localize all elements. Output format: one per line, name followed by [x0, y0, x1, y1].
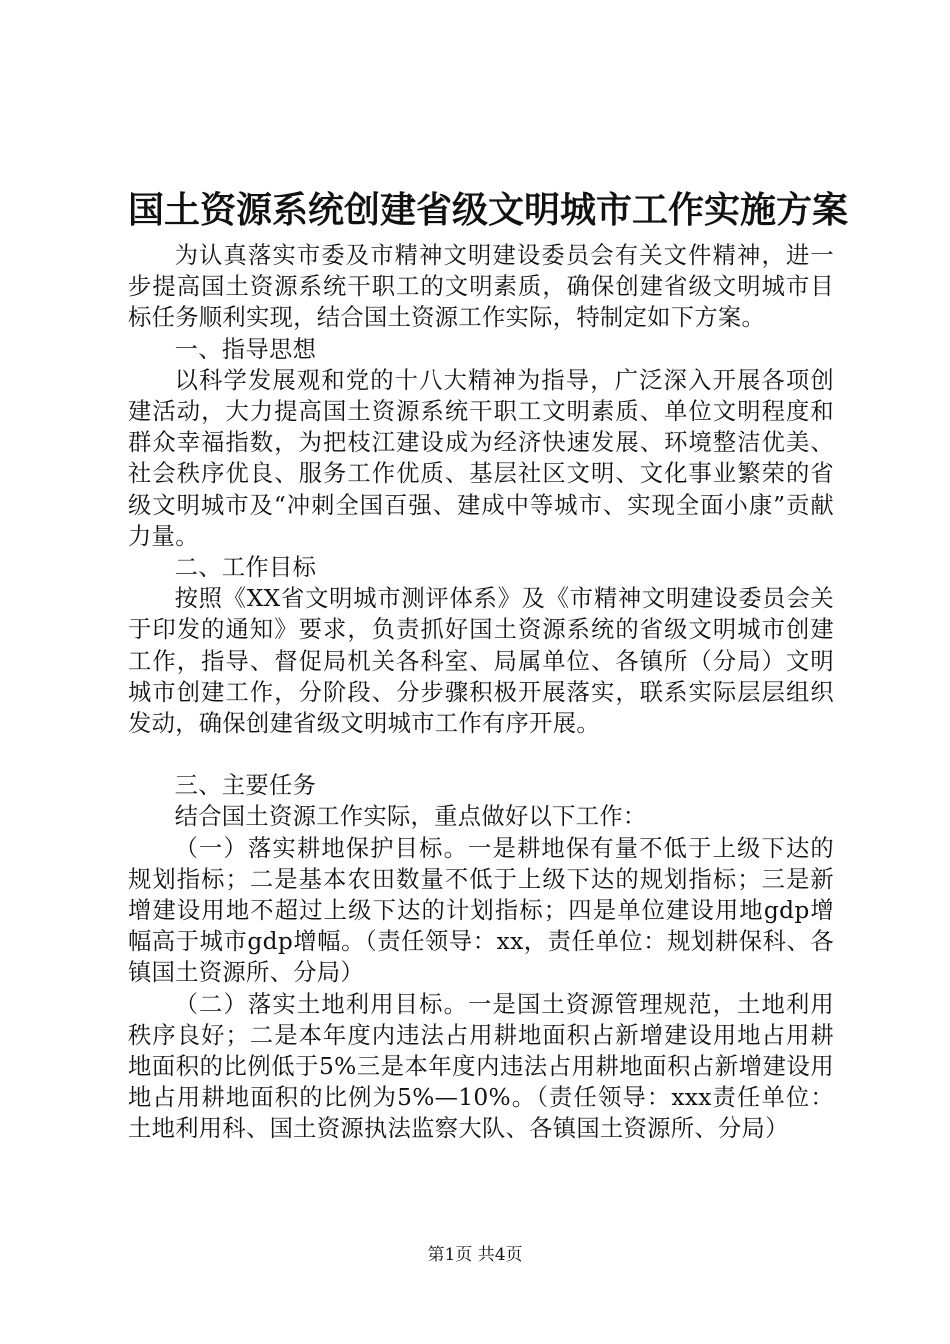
section-heading-work-goals: 二、工作目标 [174, 554, 317, 582]
document-title: 国土资源系统创建省级文明城市工作实施方案 [128, 189, 849, 231]
section-heading-guiding-ideology: 一、指导思想 [174, 335, 317, 363]
intro-paragraph: 为认真落实市委及市精神文明建设委员会有关文件精神，进一步提高国土资源系统干职工的文明素质，确保创建省级文明城市目标任务顺利实现，结合国土资源工作实际，特制定如下方案。 [128, 242, 834, 332]
section-body-guiding-ideology: 以科学发展观和党的十八大精神为指导，广泛深入开展各项创建活动，大力提高国土资源系统干职工文明素质、单位文明程度和群众幸福指数，为把枝江建设成为经济快速发展、环境整洁优美、社会秩序优良、服务工作优质、基层社区文明、文化事业繁荣的省级文明城市及“冲刺全国百强、建成中等城市、实现全面小康”贡献力量。 [128, 366, 834, 550]
section-body-work-goals: 按照《XX省文明城市测评体系》及《市精神文明建设委员会关于印发的通知》要求，负责抓好国土资源系统的省级文明城市创建工作，指导、督促局机关各科室、局属单位、各镇所（分局）文明城市创建工作，分阶段、分步骤积极开展落实，联系实际层层组织发动，确保创建省级文明城市工作有序开展。 [128, 585, 834, 738]
section-intro-main-tasks: 结合国土资源工作实际，重点做好以下工作： [174, 803, 647, 831]
document-page [128, 180, 849, 1145]
blank-line [128, 739, 834, 770]
section-heading-main-tasks: 三、主要任务 [174, 772, 317, 800]
task-item-farmland-protection: （一）落实耕地保护目标。一是耕地保有量不低于上级下达的规划指标；二是基本农田数量不低于上级下达的规划指标；三是新增建设用地不超过上级下达的计划指标；四是单位建设用地gdp增幅高于城市gdp增幅。（责任领导：xx，责任单位：规划耕保科、各镇国土资源所、分局） [128, 834, 834, 987]
task-item-land-use: （二）落实土地利用目标。一是国土资源管理规范，土地利用秩序良好；二是本年度内违法占用耕地面积占新增建设用地占用耕地面积的比例低于5%三是本年度内违法占用耕地面积占新增建设用地占用耕地面积的比例为5%—10%。（责任领导：xxx责任单位：土地利用科、国土资源执法监察大队、各镇国土资源所、分局） [128, 990, 834, 1143]
page-footer: 第1页 共4页 [427, 1245, 523, 1265]
